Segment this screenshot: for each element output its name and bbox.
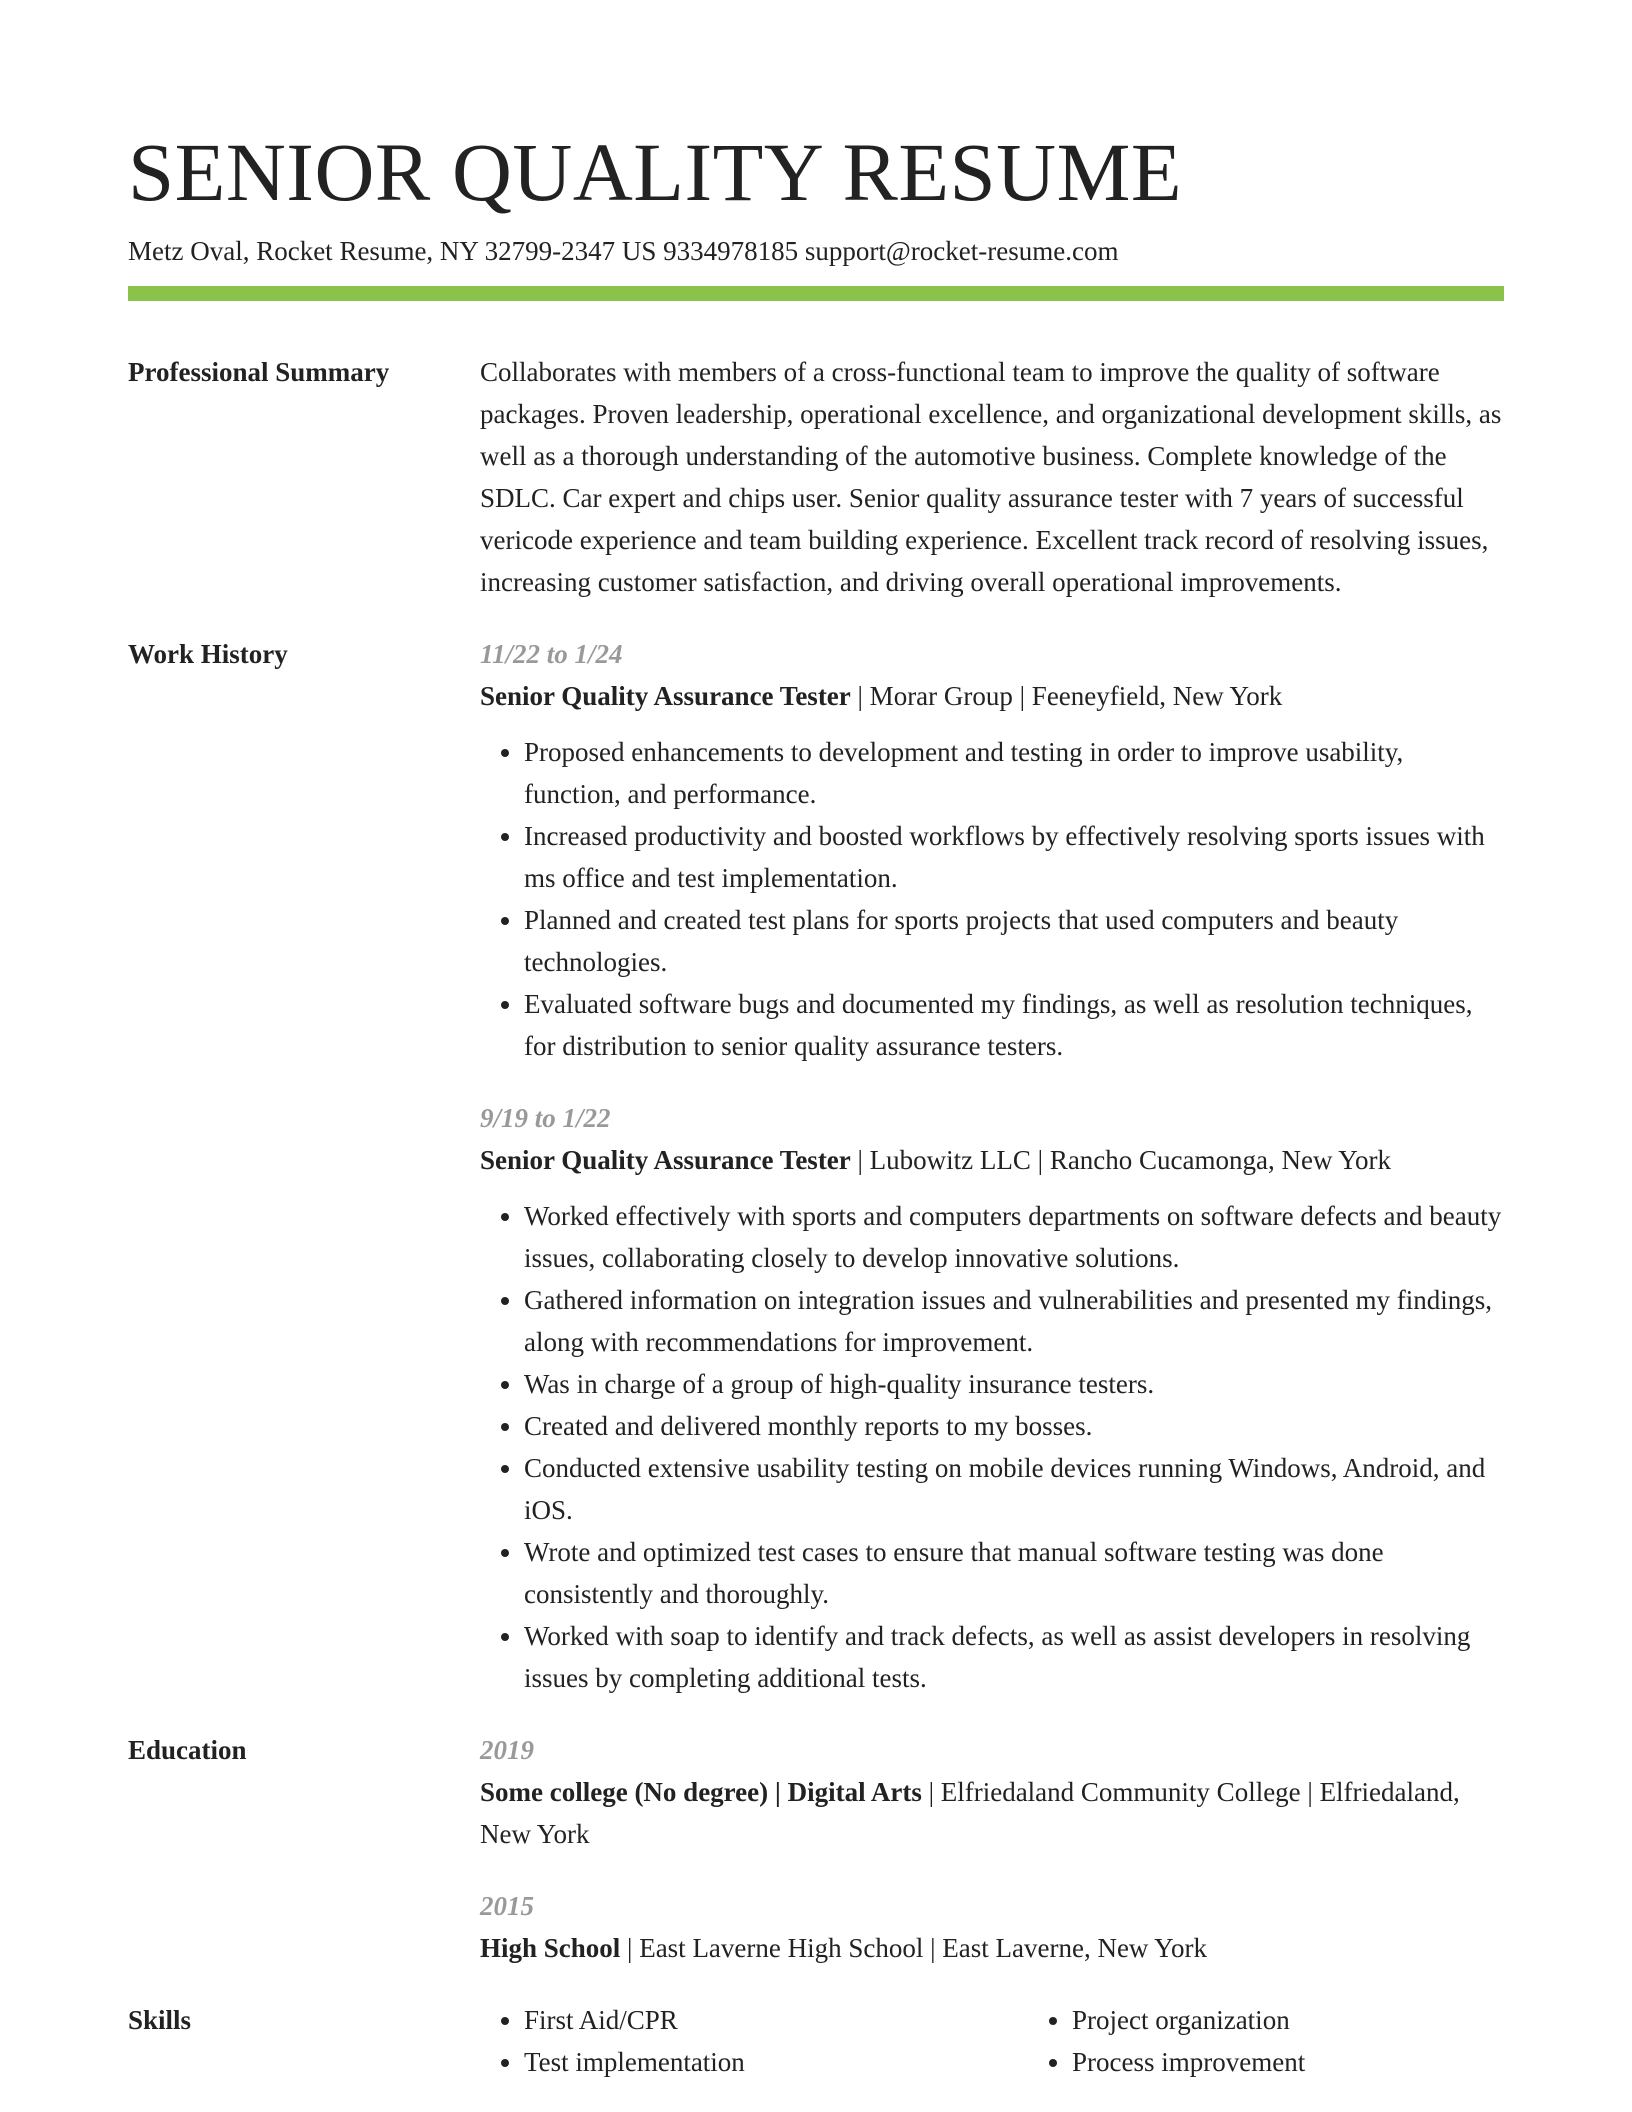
skills-section (128, 1999, 1504, 2083)
job-entry (480, 633, 1504, 1067)
job-title: Senior Quality Assurance Tester (480, 681, 851, 711)
list-item: • Wrote and optimized test cases to ensure that manual software testing was done consistently and thoroughly. (524, 1531, 1504, 1615)
resume-page (128, 0, 1504, 2083)
work-history-section (128, 633, 1504, 1699)
education-heading (480, 1771, 1504, 1855)
summary-text: Collaborates with members of a cross-functional team to improve the quality of software packages. Proven leadership, operational excellence, and organizational development skills, as well as a thorough understanding of the automotive business. Complete knowledge of the SDLC. Car expert and chips user. Senior quality assurance tester with 7 years of successful vericode experience and team building experience. Excellent track record of resolving issues, increasing customer satisfaction, and driving overall operational improvements. (480, 357, 1502, 597)
education-year: 2015 (480, 1891, 534, 1921)
education-heading (480, 1927, 1504, 1969)
professional-summary-section (128, 351, 1504, 603)
list-item: • Was in charge of a group of high-quality insurance testers. (524, 1363, 1504, 1405)
list-item: • Test implementation (524, 2041, 1028, 2083)
list-item: • Conducted extensive usability testing on mobile devices running Windows, Android, and iOS. (524, 1447, 1504, 1531)
contact-line: Metz Oval, Rocket Resume, NY 32799-2347 US 9334978185 support@rocket-resume.com (128, 236, 1119, 266)
list-item: • First Aid/CPR (524, 1999, 1028, 2041)
section-label-work: Work History (128, 639, 288, 669)
list-item: • Increased productivity and boosted workflows by effectively resolving sports issues with ms office and test implementation. (524, 815, 1504, 899)
education-entry (480, 1885, 1504, 1969)
list-item: • Process improvement (1072, 2041, 1576, 2083)
section-label-education: Education (128, 1735, 247, 1765)
job-entry (480, 1097, 1504, 1699)
list-item: • Proposed enhancements to development and testing in order to improve usability, function, and performance. (524, 731, 1504, 815)
job-heading (480, 1139, 1504, 1181)
list-item: • Worked effectively with sports and computers departments on software defects and beauty issues, collaborating closely to develop innovative solutions. (524, 1195, 1504, 1279)
header-divider (128, 286, 1504, 301)
education-details: | East Laverne High School | East Laverne, New York (620, 1933, 1207, 1963)
list-item: • Created and delivered monthly reports to my bosses. (524, 1405, 1504, 1447)
education-degree: High School (480, 1933, 621, 1963)
list-item: • Planned and created test plans for sports projects that used computers and beauty technologies. (524, 899, 1504, 983)
education-details: | Elfriedaland Community College | Elfriedaland, New York (480, 1777, 1460, 1849)
section-label-skills: Skills (128, 2005, 192, 2035)
skills-list-right (1028, 1999, 1576, 2083)
list-item: • Project organization (1072, 1999, 1576, 2041)
job-bullets (480, 731, 1504, 1067)
section-label-summary: Professional Summary (128, 357, 390, 387)
job-bullets (480, 1195, 1504, 1699)
skills-list-left (480, 1999, 1028, 2083)
job-title: Senior Quality Assurance Tester (480, 1145, 851, 1175)
skills-grid (480, 1999, 1576, 2083)
resume-title: SENIOR QUALITY RESUME (128, 126, 1183, 218)
list-item: • Gathered information on integration issues and vulnerabilities and presented my findings, along with recommendations for improvement. (524, 1279, 1504, 1363)
job-details: | Morar Group | Feeneyfield, New York (850, 681, 1283, 711)
education-entry (480, 1729, 1504, 1855)
education-section (128, 1729, 1504, 1969)
job-dates: 9/19 to 1/22 (480, 1103, 611, 1133)
education-degree: Some college (No degree) | Digital Arts (480, 1777, 922, 1807)
job-heading (480, 675, 1504, 717)
job-details: | Lubowitz LLC | Rancho Cucamonga, New York (850, 1145, 1392, 1175)
list-item: • Evaluated software bugs and documented my findings, as well as resolution techniques, for distribution to senior quality assurance testers. (524, 983, 1504, 1067)
education-year: 2019 (480, 1735, 534, 1765)
list-item: • Worked with soap to identify and track defects, as well as assist developers in resolving issues by completing additional tests. (524, 1615, 1504, 1699)
job-dates: 11/22 to 1/24 (480, 639, 623, 669)
